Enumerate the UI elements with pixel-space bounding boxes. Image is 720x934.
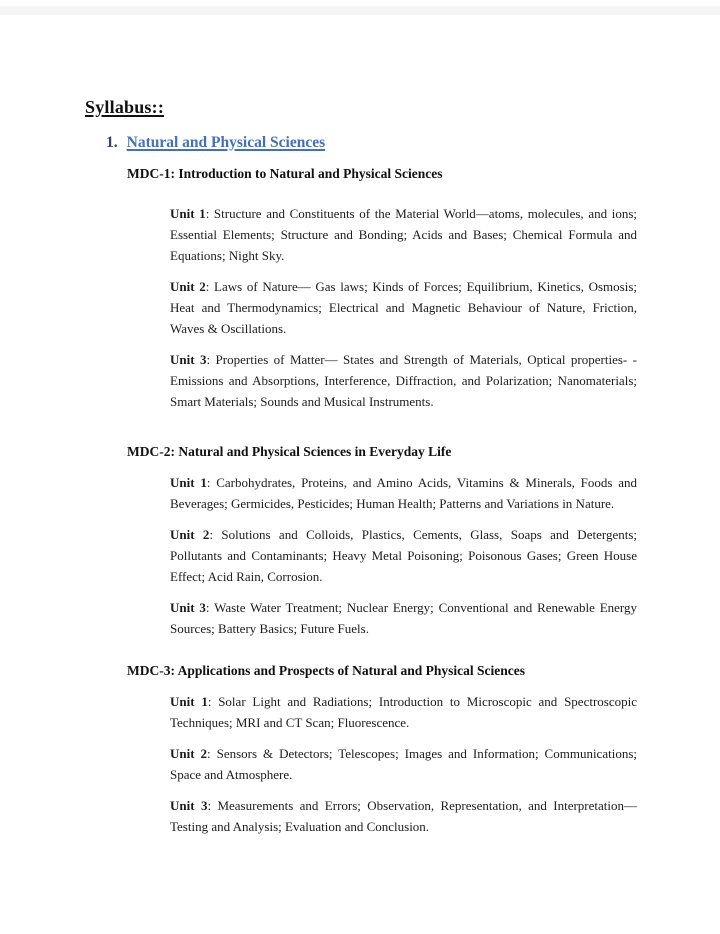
unit-label: Unit 1 [170, 475, 207, 490]
course-heading-mdc2: MDC-2: Natural and Physical Sciences in Everyday Life [127, 444, 452, 459]
unit-paragraph [170, 795, 637, 837]
section-number: 1. [106, 134, 118, 151]
unit-text: : Solutions and Colloids, Plastics, Cements, Glass, Soaps and Detergents; Pollutants and Contaminants; Heavy Metal Poisoning; Poisonous Gases; Green House Effect; Acid Rain, Corrosion. [170, 527, 637, 584]
unit-label: Unit 2 [170, 746, 208, 761]
course-heading-mdc1: MDC-1: Introduction to Natural and Physical Sciences [127, 166, 443, 181]
unit-paragraph [170, 349, 637, 412]
unit-label: Unit 3 [170, 600, 206, 615]
unit-text: : Carbohydrates, Proteins, and Amino Acids, Vitamins & Minerals, Foods and Beverages; Germicides, Pesticides; Human Health; Patterns and Variations in Nature. [170, 475, 637, 511]
section-heading [106, 134, 720, 152]
unit-text: : Sensors & Detectors; Telescopes; Images and Information; Communications; Space and Atmosphere. [170, 746, 637, 782]
course-heading-mdc3: MDC-3: Applications and Prospects of Natural and Physical Sciences [127, 663, 526, 678]
unit-label: Unit 1 [170, 694, 208, 709]
unit-paragraph [170, 597, 637, 639]
unit-paragraph [170, 472, 637, 514]
unit-label: Unit 1 [170, 206, 206, 221]
unit-label: Unit 3 [170, 798, 208, 813]
unit-text: : Waste Water Treatment; Nuclear Energy; Conventional and Renewable Energy Sources; Battery Basics; Future Fuels. [170, 600, 637, 636]
unit-label: Unit 2 [170, 527, 210, 542]
unit-text: : Solar Light and Radiations; Introduction to Microscopic and Spectroscopic Techniques; MRI and CT Scan; Fluorescence. [170, 694, 637, 730]
unit-text: : Properties of Matter— States and Strength of Materials, Optical properties- - Emissions and Absorptions, Interference, Diffraction, and Polarization; Nanomaterials; Smart Materials; Sounds and Musical Instruments. [170, 352, 637, 409]
unit-paragraph [170, 524, 637, 587]
course-block-mdc2 [0, 444, 720, 639]
course-block-mdc3 [0, 663, 720, 837]
page-title [85, 97, 720, 118]
unit-text: : Structure and Constituents of the Material World—atoms, molecules, and ions; Essential Elements; Structure and Bonding; Acids and Bases; Chemical Formula and Equations; Night Sky. [170, 206, 637, 263]
page-title-text: Syllabus:: [85, 97, 165, 117]
unit-paragraph [170, 691, 637, 733]
unit-paragraph [170, 743, 637, 785]
unit-label: Unit 2 [170, 279, 206, 294]
page-top-shadow [0, 6, 720, 15]
course-block-mdc1 [0, 166, 720, 412]
unit-paragraph [170, 276, 637, 339]
unit-text: : Laws of Nature— Gas laws; Kinds of Forces; Equilibrium, Kinetics, Osmosis; Heat and Thermodynamics; Electrical and Magnetic Behaviour of Nature, Friction, Waves & Oscillations. [170, 279, 637, 336]
section-title-link[interactable]: Natural and Physical Sciences [126, 134, 326, 151]
unit-paragraph [170, 203, 637, 266]
unit-label: Unit 3 [170, 352, 207, 367]
unit-text: : Measurements and Errors; Observation, Representation, and Interpretation—Testing and Analysis; Evaluation and Conclusion. [170, 798, 637, 834]
